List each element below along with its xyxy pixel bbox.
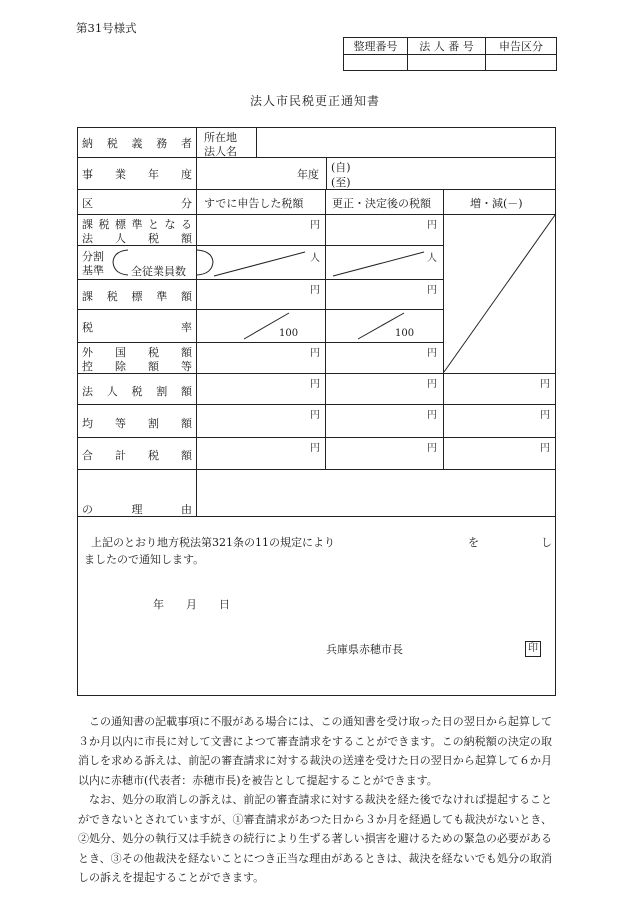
- issuer-name: 兵庫県赤穂市長: [326, 643, 403, 656]
- unit-yen: 円: [427, 410, 437, 421]
- label-base-corp-tax-1: 課 税 標 準 と な る: [82, 218, 192, 231]
- label-address: 所在地: [204, 131, 237, 144]
- strike-apportion-declared: [214, 252, 305, 276]
- unit-yen: 円: [310, 379, 320, 390]
- rate-denominator: 100: [279, 328, 299, 339]
- unit-yen: 円: [427, 443, 437, 454]
- label-corp-name: 法人名: [204, 145, 237, 158]
- label-apportion-2: 基準: [82, 264, 104, 277]
- notes-paragraph-2: なお、処分の取消しの訴えは、前記の審査請求に対する裁決を経た後でなければ提起することができないとされていますが、①審査請求があつた日から３か月を経過しても裁決がないとき、②処分、処分の執行又は手続きの続行により生ずる著しい損害を避けるための緊急の必要があるとき、③その他裁決を経ないことにつき正当な理由があるときは、裁決を経ないでも処分の取消しの訴えを提起することができます。: [78, 793, 552, 884]
- label-taxable-base: 課 税 標 準 額: [82, 290, 192, 303]
- apportion-bracket: [113, 250, 213, 275]
- unit-yen: 円: [540, 443, 550, 454]
- notice-text-1: 上記のとおり地方税法第321条の11の規定により: [91, 536, 335, 549]
- label-per-capita: 均 等 割 額: [82, 417, 192, 430]
- unit-yen: 円: [310, 410, 320, 421]
- label-category: 区 分: [82, 197, 192, 210]
- ref-header-serial: 整理番号: [344, 38, 408, 55]
- label-tax-rate: 税 率: [82, 321, 192, 334]
- unit-yen: 円: [427, 379, 437, 390]
- strike-rate-corrected: [358, 313, 404, 339]
- unit-person: 人: [427, 253, 437, 264]
- strike-apportion-corrected: [333, 252, 424, 276]
- appeal-notes: [78, 712, 552, 888]
- label-corp-tax-levy: 法 人 税 割 額: [82, 385, 192, 398]
- ref-header-corp-number: 法 人 番 号: [408, 38, 486, 55]
- unit-yen: 円: [540, 379, 550, 390]
- strike-rate-declared: [244, 313, 289, 339]
- label-apportion-1: 分割: [82, 250, 104, 263]
- notes-paragraph-1: この通知書の記載事項に不服がある場合には、この通知書を受け取った日の翌日から起算して３か月以内に市長に対して文書によつて審査請求をすることができます。この納税額の決定の取消しを求める訴えは、前記の審査請求に対する裁決の送達を受けた日の翌日から起算して６か月以内に赤穂市(代表者：赤穂市長)を被告として提起することができます。: [78, 715, 552, 787]
- col-header-declared: すでに申告した税額: [204, 197, 304, 210]
- notice-text-2: ましたので通知します。: [84, 553, 205, 566]
- unit-yen: 円: [427, 220, 437, 231]
- document-title: 法人市民税更正通知書: [249, 94, 380, 108]
- unit-yen: 円: [310, 443, 320, 454]
- strike-change-column: [444, 215, 555, 372]
- label-base-corp-tax-2: 法 人 税 額: [82, 232, 192, 245]
- period-to: (至): [331, 176, 351, 189]
- period-from: (自): [331, 161, 351, 174]
- label-foreign-credit-2: 控 除 額 等: [82, 360, 192, 373]
- ref-header-filing-type: 申告区分: [486, 38, 557, 55]
- notice-text-end: し: [541, 536, 552, 549]
- unit-yen: 円: [427, 348, 437, 359]
- unit-yen: 円: [310, 348, 320, 359]
- seal-icon: 印: [525, 641, 541, 657]
- col-header-change: 増・減(－): [470, 197, 523, 210]
- unit-person: 人: [310, 253, 320, 264]
- label-foreign-credit-1: 外 国 税 額: [82, 346, 192, 359]
- rate-denominator: 100: [395, 328, 415, 339]
- label-taxpayer: 納 税 義 務 者: [82, 137, 192, 150]
- unit-yen: 円: [310, 220, 320, 231]
- label-apportion-basis: 全従業員数: [131, 265, 186, 278]
- notice-date: 年 月 日: [153, 598, 230, 611]
- col-header-corrected: 更正・決定後の税額: [332, 197, 431, 210]
- label-business-year: 事 業 年 度: [82, 168, 192, 181]
- label-total-tax: 合 計 税 額: [82, 449, 192, 462]
- unit-yen: 円: [427, 285, 437, 296]
- label-reason: の 理 由: [82, 503, 192, 516]
- notice-text-mid: を: [468, 536, 479, 549]
- unit-yen: 円: [310, 285, 320, 296]
- form-number: 第31号様式: [76, 21, 137, 35]
- year-suffix: 年度: [297, 168, 319, 181]
- unit-yen: 円: [540, 410, 550, 421]
